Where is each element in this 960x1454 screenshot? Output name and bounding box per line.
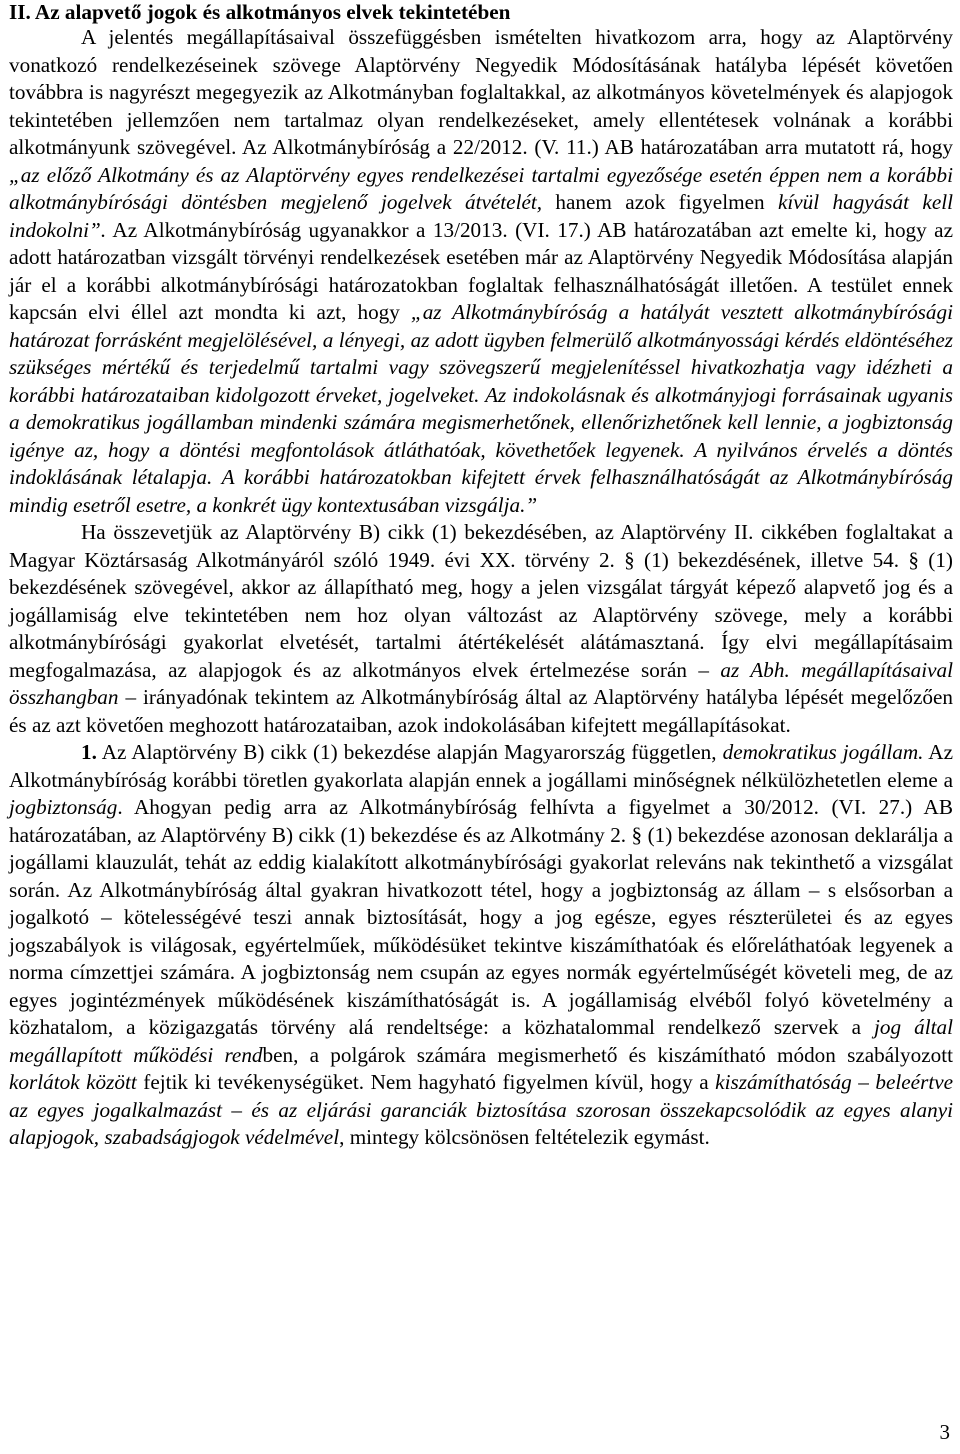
p1-text-b: hanem azok figyelmen xyxy=(542,190,778,214)
p3-italic-1: demokratikus jogállam. xyxy=(722,740,924,764)
section-heading: II. Az alapvető jogok és alkotmányos elvek tekintetében xyxy=(9,0,511,24)
page-number: 3 xyxy=(939,1420,950,1444)
p2-italic-1: az Abh. megállapításaival összhangban xyxy=(9,657,953,709)
p3-text-c: . Ahogyan pedig arra az Alkotmánybíróság felhívta a figyelmet a 30/2012. (VI. 27.) AB határozatában, az Alaptörvény B) cikk (1) bekezdése és az Alkotmány 2. § (1) bekezdése azonosan deklarálja a jogállami klauzulát, tehát az eddig kialakított alkotmánybírósági gyakorlat releváns nak tekinthető a vizsgálat során. Az Alkotmánybíróság által gyakran hivatkozott tétel, hogy a jogbiztonság az állam – s elsősorban a jogalkotó – kötelességévé teszi annak biztosítását, hogy a jog egésze, egyes részterületei és az egyes jogszabályok is világosak, egyértelműek, működésüket tekintve kiszámíthatóak és előreláthatóak legyenek a norma címzettjei számára. A jogbiztonság nem csupán az egyes normák egyértelműségét követeli meg, de az egyes jogintézmények működésének kiszámíthatóságát is. A jogállamiság elvéből folyó követelmény a közhatalom, a közigazgatás törvény alá rendeltsége: a közhatalommal rendelkező szervek a xyxy=(9,795,953,1039)
p1-quote-2: kívül hagyását kell indokolni”. xyxy=(9,190,953,242)
p3-text-d: ben, a polgárok számára megismerhető és kiszámítható módon szabályozott xyxy=(262,1042,953,1067)
p3-italic-3: jog által megállapított működési rend xyxy=(9,1015,953,1067)
paragraph-2 xyxy=(9,519,953,739)
p1-text-c: Az Alkotmánybíróság ugyanakkor a 13/2013. (VI. 17.) AB határozatában azt emelte ki, hogy az adott határozatban vizsgált törvényi rendelkezések esetében már az Alaptörvény Negyedik Módosítása alapján jár el a korábbi alkotmánybírósági határozatokban foglaltak felhasználhatóságát illetően. A testület ennek kapcsán elvi éllel azt mondta ki azt, hogy xyxy=(9,217,953,324)
p2-text-a: Ha összevetjük az Alaptörvény B) cikk (1) bekezdésében, az Alaptörvény II. cikkében foglaltakat a Magyar Köztársaság Alkotmányáról szóló 1949. évi XX. törvény 2. § (1) bekezdésének, illetve 54. § (1) bekezdésének szövegével, akkor az állapítható meg, hogy a jelen vizsgálat tárgyát képező alapvető jog és a jogállamiság elve tekintetében nem hoz olyan változást az Alaptörvény szövege, mely a korábbi alkotmánybírósági gyakorlat elvetését, tartalmi átértékelését alátámasztaná. Így elvi megállapításaim megfogalmazása, az alapjogok és az alkotmányos elvek értelmezése során – xyxy=(9,520,953,682)
p3-text-a: Az Alaptörvény B) cikk (1) bekezdése alapján Magyarország független, xyxy=(96,740,723,764)
p1-quote-3: „az Alkotmánybíróság a hatályát vesztett alkotmánybírósági határozat forrásként megjelölésével, a lényegi, az adott ügyben felmerülő alkotmányossági kérdés eldöntéséhez szükséges mértékű és terjedelmű tartalmi vagy szövegszerű megjelenítéssel hivatkozhatja vagy idézheti a korábbi határozataiban kidolgozott érveket, jogelveket. Az indokolásnak és alkotmányjogi forrásainak ugyanis a demokratikus jogállamban mindenki számára megismerhetőnek, ellenőrizhetőnek kell lennie, a jogbiztonság igénye az, hogy a döntési megfontolások átláthatóak, követhetőek legyenek. A nyilvános érvelés a döntés indoklásának létalapja. A korábbi határozatokban kifejtett érvek felhasználhatóságát az Alkotmánybíróság mindig esetről esetre, a konkrét ügy kontextusában vizsgálja.” xyxy=(9,300,953,517)
paragraph-1 xyxy=(9,24,953,519)
p2-text-b: – irányadónak tekintem az Alkotmánybíróság által az Alaptörvény hatályba lépését megelőzően és az azt követően meghozott határozataiban, azok indokolásában kifejtett megállapításokat. xyxy=(9,685,953,737)
document-page xyxy=(9,0,953,1152)
p3-text-e: fejtik ki tevékenységüket. Nem hagyható figyelmen kívül, hogy a xyxy=(136,1070,716,1094)
p1-text-a: A jelentés megállapításaival összefüggésben ismételten hivatkozom arra, hogy az Alaptörvény vonatkozó rendelkezéseinek szövege Alaptörvény Negyedik Módosításának hatályba lépését követően továbbra is nagyrészt megegyezik az Alkotmányban foglaltakkal, az alkotmányos követelmények és alapjogok tekintetében jellemzően nem tartalmaz olyan rendelkezéseket, amely ellentétesek volnának a korábbi alkotmányunk szövegével. Az Alkotmánybíróság a 22/2012. (V. 11.) AB határozatában arra mutatott rá, hogy xyxy=(9,25,953,159)
p3-italic-4: korlátok között xyxy=(9,1070,137,1094)
p3-italic-5: kiszámíthatóság – beleértve az egyes jogalkalmazást – és az eljárási garanciák biztosítása szorosan összekapcsolódik az egyes alanyi alapjogok, szabadságjogok védelmével xyxy=(9,1070,954,1149)
p3-number: 1. xyxy=(81,740,97,764)
p3-text-b: Az Alkotmánybíróság korábbi töretlen gyakorlata alapján ennek a jogállami minőségnek nélkülözhetetlen eleme a xyxy=(9,740,953,792)
paragraph-3 xyxy=(9,739,953,1152)
p3-italic-2: jogbiztonság xyxy=(9,795,118,819)
p1-quote-1: „az előző Alkotmány és az Alaptörvény egyes rendelkezései tartalmi egyezősége esetén éppen nem a korábbi alkotmánybírósági döntésben megjelenő jogelvek átvételét, xyxy=(9,162,953,214)
p3-text-f: , mintegy kölcsönösen feltételezik egymást. xyxy=(339,1125,710,1149)
